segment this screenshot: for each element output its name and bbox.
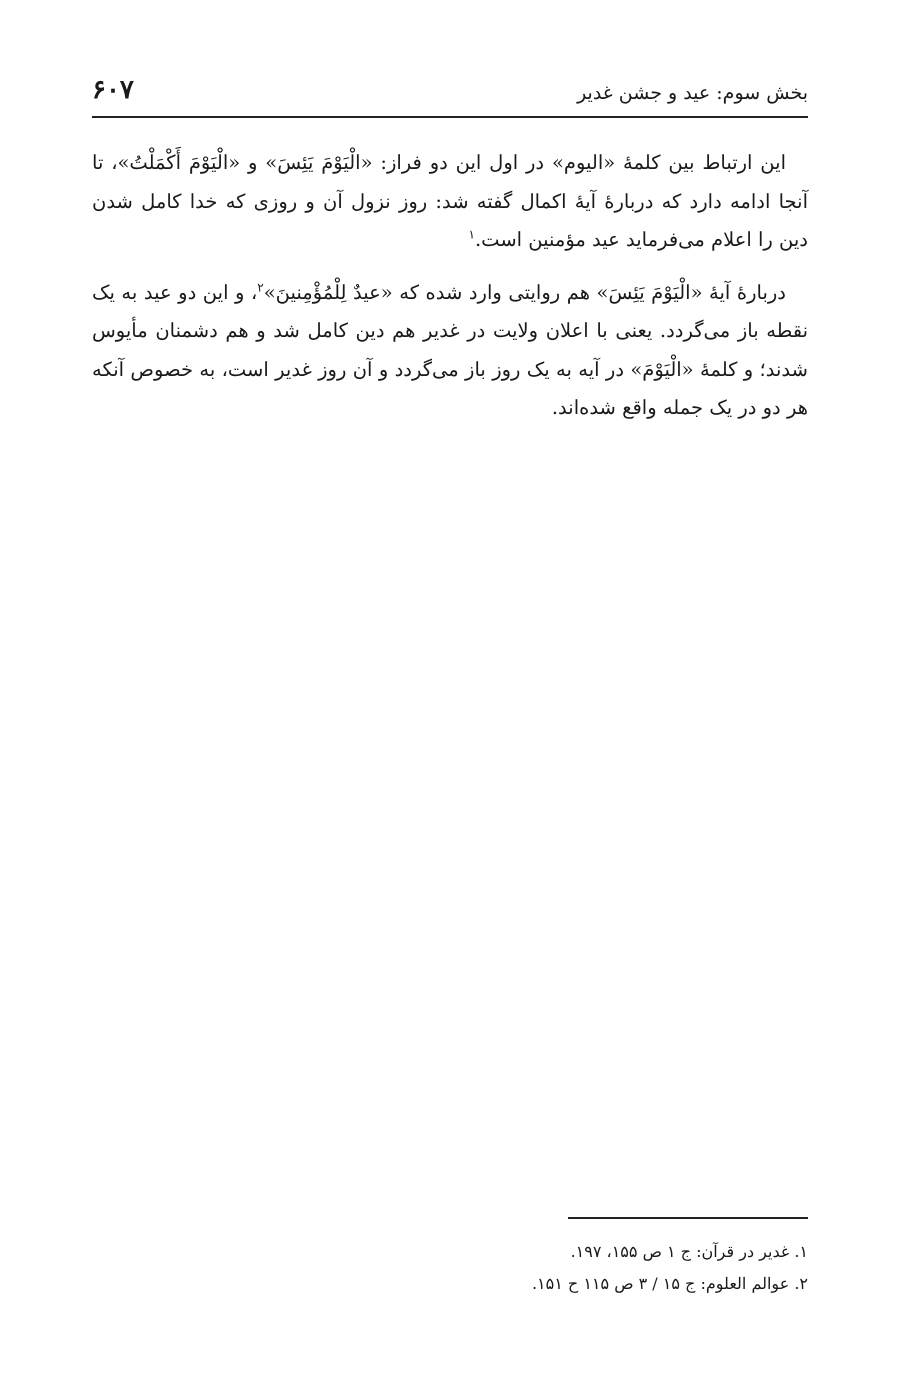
footnote-2: ۲. عوالم العلوم: ج ۱۵ / ۳ ص ۱۱۵ ح ۱۵۱. (531, 1274, 808, 1293)
paragraph-1-text: این ارتباط بین کلمهٔ «الیوم» در اول این دو فراز: «الْیَوْمَ یَئِسَ» و «الْیَوْمَ أَکْمَلْتُ»، تا آنجا ادامه دارد که دربارهٔ آیهٔ اکمال گفته شد: روز نزول آن و روزی که خدا کامل شدن دین را اعلام می‌فرماید عید مؤمنین است. (92, 151, 808, 251)
paragraph-1 (92, 144, 808, 260)
running-head: بخش سوم: عید و جشن غدیر (577, 82, 808, 104)
footnote-divider (568, 1217, 808, 1219)
footnote-ref-2: ۲ (257, 280, 264, 294)
paragraph-2 (92, 274, 808, 428)
paragraph-2-lead: دربارهٔ آیهٔ «الْیَوْمَ یَئِسَ» هم روایتی وارد شده که «عیدٌ لِلْمُؤْمِنینَ» (263, 280, 786, 304)
footnote-1: ۱. غدیر در قرآن: ج ۱ ص ۱۵۵، ۱۹۷. (570, 1242, 808, 1261)
page-header (92, 72, 808, 118)
footnotes (92, 1236, 808, 1300)
body-text (92, 144, 808, 442)
footnote-ref-1: ۱ (468, 227, 475, 242)
page-number: ۶۰۷ (92, 75, 134, 105)
paragraph-2-tail: ، و این دو عید به یک نقطه باز می‌گردد. یعنی با اعلان ولایت در غدیر هم دین کامل شد و هم دشمنان مأیوس شدند؛ و کلمهٔ «الْیَوْمَ» در آیه به یک روز باز می‌گردد و آن روز غدیر است، به خصوص آنکه هر دو در یک جمله واقع شده‌اند. (92, 280, 808, 419)
